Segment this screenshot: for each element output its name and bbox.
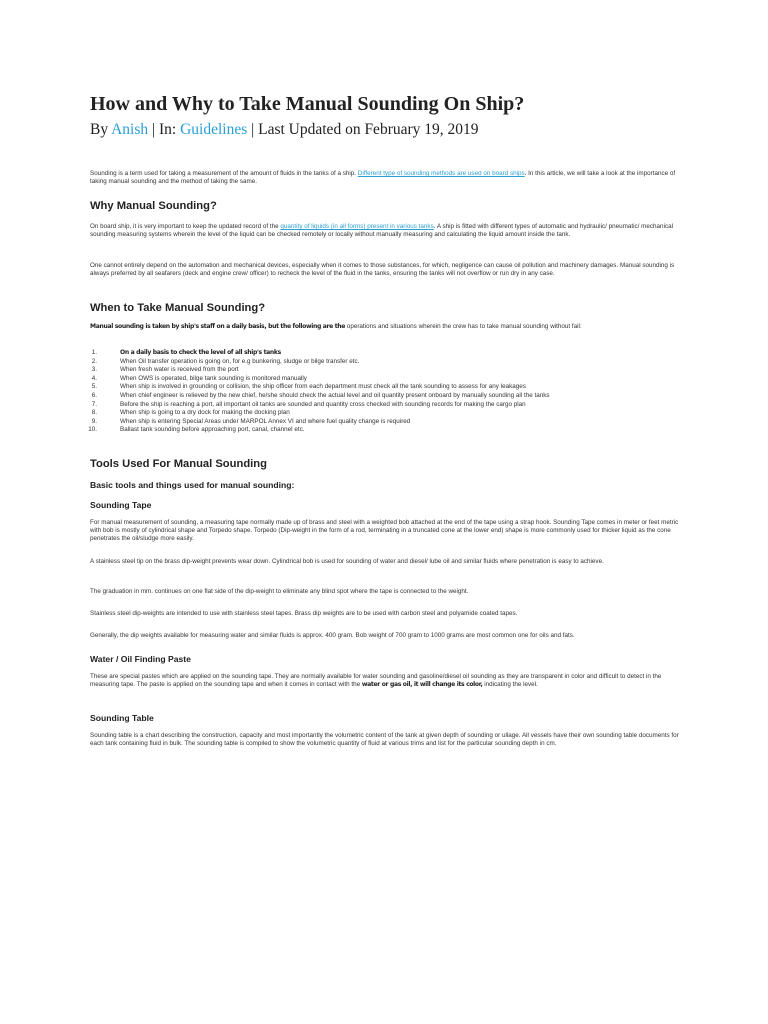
list-item [90,375,680,384]
list-text: When OWS is operated, bilge tank sounding is monitored manually [120,374,307,382]
why-text: On board ship, it is very important to keep the updated record of the [90,223,281,230]
sounding-tape-paragraph-4 [90,610,680,618]
tools-heading: Tools Used For Manual Sounding [90,458,267,470]
finding-paste-paragraph [90,673,680,689]
intro-paragraph [90,170,680,186]
sounding-tape-paragraph-2 [90,558,680,566]
sounding-methods-link[interactable]: Different type of sounding methods are used on board ships [357,170,525,177]
list-text: When ship is going to a dry dock for making the docking plan [120,409,290,417]
list-text: When ship is involved in grounding or collision, the ship officer from each department must check all the tank sounding to assess for any leakages [120,383,526,391]
list-text: When fresh water is received from the port [120,366,239,374]
why-paragraph-2 [90,262,680,278]
finding-paste-text-end: indicating the level. [482,681,538,689]
sounding-tape-text-2: A stainless steel tip on the brass dip-weight prevents wear down. Cylindrical bob is used for sounding of water and diesel/ lube oil and similar fluids where penetration is easy to achieve. [90,558,604,565]
byline-by: By [90,121,112,138]
when-heading: When to Take Manual Sounding? [90,302,266,314]
list-item [90,409,680,418]
page-title: How and Why to Take Manual Sounding On Ship? [90,93,525,115]
list-number: 6. [91,391,97,399]
list-item [90,349,680,358]
sounding-table-text: Sounding table is a chart describing the construction, capacity and most importantly the volumetric content of the tank at given depth of sounding or ullage. All vessels have their own sounding table documents for each tank containing fluid in bulk. The sounding table is compiled to show the volumetric quantity of fluid at various trims and list for the particular sounding depth in cm. [90,732,679,748]
sounding-tape-paragraph-1 [90,519,680,543]
author-link[interactable]: Anish [111,121,149,138]
list-item [90,392,680,401]
sounding-tape-paragraph-3 [90,588,680,596]
list-text: When ship is entering Special Areas under MARPOL Annex VI and where fuel quality change is required [120,417,411,425]
list-item [90,418,680,427]
list-number: 1. [91,349,97,356]
list-number: 4. [91,374,97,382]
last-updated: | Last Updated on February 19, 2019 [247,121,479,138]
sounding-table-paragraph [90,732,680,748]
list-item [90,426,680,435]
when-intro-rest: operations and situations wherein the crew has to take manual sounding without fail: [345,323,582,330]
when-intro-bold: Manual sounding is taken by ship's staff on a daily basis, but the following are the [90,323,346,330]
sounding-tape-text-3: The graduation in mm. continues on one flat side of the dip-weight to eliminate any blind spot where the tape is connected to the weight. [90,588,469,595]
list-text: Before the ship is reaching a port, all important oil tanks are sounded and quantity cross checked with sounding records for making the cargo plan [120,400,526,408]
list-item [90,383,680,392]
list-number: 8. [91,409,97,417]
finding-paste-bold: water or gas oil, it will change its color, [361,681,483,689]
list-item [90,358,680,367]
byline [90,121,690,139]
list-item [90,401,680,410]
list-text: On a daily basis to check the level of all ship's tanks [120,349,281,356]
why-text-2: One cannot entirely depend on the automation and mechanical devices, especially when it comes to those substances, for which, negligence can cause oil pollution and machinery damages. Manual sounding is always preferred by all seafarers (deck and engine crew/ officer) to recheck the level of the fluid in the tanks, ensuring the tanks will not overflow or run dry in any case. [90,262,675,278]
when-list [90,349,680,435]
list-number: 5. [91,383,97,391]
list-number: 2. [91,357,97,365]
why-text-end: . A ship is fitted with different types of automatic and hydraulic/ pneumatic/ mechanical sounding measuring systems wherein the level of the liquid can be checked remotely or locally without manually measuring and calculating the liquid amount inside the tank. [90,223,674,239]
sounding-tape-text-5: Generally, the dip weights available for measuring water and similar fluids is approx. 400 gram. Bob weight of 700 gram to 1000 grams are most common one for oils and fats. [90,632,575,639]
intro-text: Sounding is a term used for taking a measurement of the amount of fluids in the tanks of a ship. [90,170,358,177]
sounding-tape-text-4: Stainless steel dip-weights are intended to use with stainless steel tapes. Brass dip weights are to be used with carbon steel and polyamide coated tapes. [90,610,518,617]
why-paragraph-1 [90,223,680,239]
list-number: 7. [91,400,97,408]
list-number: 10. [88,426,97,434]
why-heading: Why Manual Sounding? [90,200,217,212]
quantity-of-liquids-link[interactable]: quantity of liquids (in all forms) present in various tanks [280,223,434,230]
sounding-tape-text-1: For manual measurement of sounding, a measuring tape normally made up of brass and steel with a weighted bob attached at the end of the tape using a strap hook. Sounding Tape comes in meter or feet metric with bob is mostly of cylindrical shape and Torpedo shape. Torpedo (Dip-weight in the form of a rod, terminating in a truncated cone at the lower end) shape is more commonly used for thicker liquid as the cone penetrates the oil/sludge more easily. [90,519,679,543]
sounding-tape-paragraph-5 [90,632,680,640]
list-item [90,366,680,375]
sounding-tape-heading: Sounding Tape [90,500,152,510]
finding-paste-text: These are special pastes which are applied on the sounding tape. They are normally available for water sounding and gasoline/diesel oil sounding as they are transparent in color and difficult to detect in the measuring tape. The paste is applied on the sounding tape and when it comes in contact with the [90,673,662,689]
finding-paste-heading: Water / Oil Finding Paste [90,654,191,664]
list-text: When Oil transfer operation is going on, for e.g bunkering, sludge or bilge transfer etc. [120,357,360,365]
category-link[interactable]: Guidelines [180,121,248,138]
byline-in: | In: [148,121,181,138]
when-intro [90,323,680,331]
tools-subheading: Basic tools and things used for manual sounding: [90,480,295,490]
list-text: Ballast tank sounding before approaching port, canal, channel etc. [120,426,305,434]
list-text: When chief engineer is relieved by the new chief, he/she should check the actual level and oil quantity present onboard by manually sounding all the tanks [120,391,550,399]
list-number: 3. [91,366,97,374]
sounding-table-heading: Sounding Table [90,713,154,723]
list-number: 9. [91,417,97,425]
intro-text-end: . In this article, we will take a look at the importance of taking manual sounding and the method of taking the same. [90,170,676,186]
